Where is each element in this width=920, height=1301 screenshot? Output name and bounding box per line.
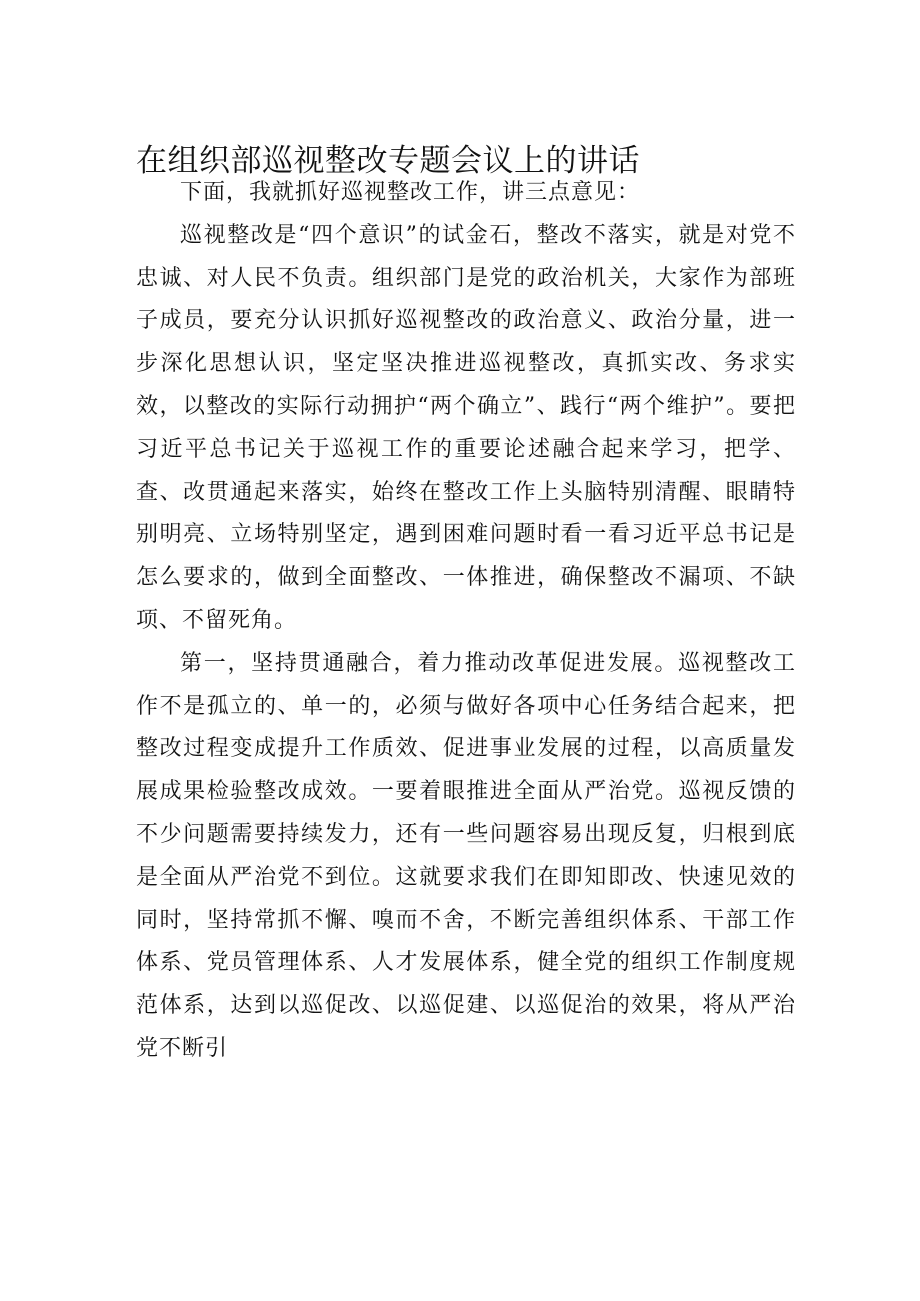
document-body xyxy=(136,172,796,1071)
paragraph-rectification-significance: 巡视整改是“四个意识”的试金石，整改不落实，就是对党不忠诚、对人民不负责。组织部门是党的政治机关，大家作为部班子成员，要充分认识抓好巡视整改的政治意义、政治分量，进一步深化思想认识，坚定坚决推进巡视整改，真抓实改、务求实效，以整改的实际行动拥护“两个确立”、践行“两个维护”。要把习近平总书记关于巡视工作的重要论述融合起来学习，把学、查、改贯通起来落实，始终在整改工作上头脑特别清醒、眼睛特别明亮、立场特别坚定，遇到困难问题时看一看习近平总书记是怎么要求的，做到全面整改、一体推进，确保整改不漏项、不缺项、不留死角。 xyxy=(136,222,796,633)
paragraph-intro: 下面，我就抓好巡视整改工作，讲三点意见： xyxy=(180,180,641,205)
paragraph-point-one: 第一，坚持贯通融合，着力推动改革促进发展。巡视整改工作不是孤立的、单一的，必须与做好各项中心任务结合起来，把整改过程变成提升工作质效、促进事业发展的过程，以高质量发展成果检验整改成效。一要着眼推进全面从严治党。巡视反馈的不少问题需要持续发力，还有一些问题容易出现反复，归根到底是全面从严治党不到位。这就要求我们在即知即改、快速见效的同时，坚持常抓不懈、嗅而不舍，不断完善组织体系、干部工作体系、党员管理体系、人才发展体系，健全党的组织工作制度规范体系，达到以巡促改、以巡促建、以巡促治的效果，将从严治党不断引 xyxy=(136,650,796,1061)
document-title: 在组织部巡视整改专题会议上的讲话 xyxy=(136,143,640,179)
